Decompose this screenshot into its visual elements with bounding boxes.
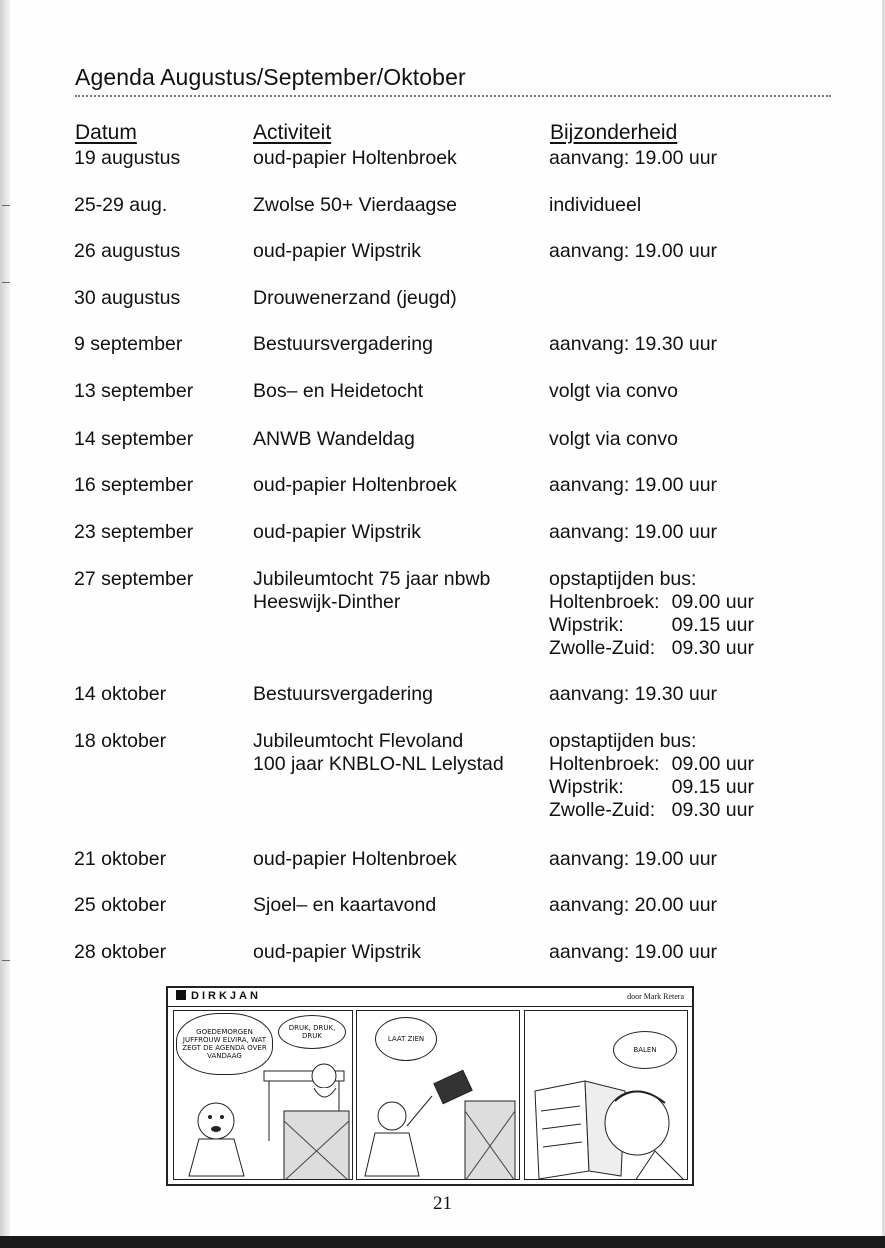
column-header-detail: Bijzonderheid xyxy=(550,121,678,144)
comic-title: DIRKJAN xyxy=(176,990,261,1002)
page-bottom-edge xyxy=(0,1236,885,1248)
page-binding-edge xyxy=(0,0,10,1248)
agenda-activity-line: oud-papier Wipstrik xyxy=(253,521,421,543)
agenda-activity xyxy=(253,894,436,917)
agenda-activity-line: Jubileumtocht 75 jaar nbwb xyxy=(253,568,491,590)
agenda-activity xyxy=(253,240,421,263)
bus-stop-time: 09.15 uur xyxy=(671,614,754,636)
agenda-date: 28 oktober xyxy=(74,941,167,963)
agenda-activity-line: Bestuursvergadering xyxy=(253,333,433,355)
agenda-activity-line: Sjoel– en kaartavond xyxy=(253,894,437,916)
agenda-activity-line: oud-papier Holtenbroek xyxy=(253,848,457,870)
comic-panel-1 xyxy=(173,1010,353,1180)
agenda-activity xyxy=(253,521,421,544)
bus-stop-line xyxy=(549,591,754,614)
bus-stop-line xyxy=(549,614,754,637)
bus-stop-name: Wipstrik: xyxy=(549,614,624,636)
column-header-date: Datum xyxy=(75,121,137,144)
agenda-activity-line: Bestuursvergadering xyxy=(253,683,433,705)
agenda-detail-line: volgt via convo xyxy=(549,380,678,402)
agenda-detail-line: aanvang: 19.00 uur xyxy=(549,474,718,496)
agenda-activity-line: ANWB Wandeldag xyxy=(253,428,415,450)
agenda-date: 25-29 aug. xyxy=(74,194,168,216)
agenda-detail-line: aanvang: 19.00 uur xyxy=(549,848,718,870)
agenda-activity xyxy=(253,333,433,356)
bus-stop-time: 09.00 uur xyxy=(671,591,754,613)
bus-stop-name: Wipstrik: xyxy=(549,776,624,798)
agenda-activity-line: Zwolse 50+ Vierdaagse xyxy=(253,194,457,216)
agenda-detail-line: aanvang: 19.00 uur xyxy=(549,521,718,543)
agenda-detail xyxy=(549,474,717,497)
agenda-detail xyxy=(549,848,717,871)
agenda-detail-line: opstaptijden bus: xyxy=(549,568,697,590)
bus-stop-time: 09.15 uur xyxy=(671,776,754,798)
agenda-date: 13 september xyxy=(74,380,194,402)
agenda-date: 19 augustus xyxy=(74,147,181,169)
agenda-activity xyxy=(253,287,457,310)
bus-stop-time: 09.30 uur xyxy=(671,637,754,659)
agenda-detail xyxy=(549,730,754,822)
agenda-activity-line: oud-papier Holtenbroek xyxy=(253,147,457,169)
title-divider xyxy=(75,95,831,97)
agenda-activity xyxy=(253,941,421,964)
agenda-detail-line: aanvang: 19.30 uur xyxy=(549,333,718,355)
agenda-activity-line: 100 jaar KNBLO-NL Lelystad xyxy=(253,753,504,775)
column-header-activity: Activiteit xyxy=(253,121,332,144)
page-title: Agenda Augustus/September/Oktober xyxy=(75,64,466,90)
bus-stop-time: 09.00 uur xyxy=(671,753,754,775)
agenda-detail xyxy=(549,428,678,451)
agenda-activity-line: oud-papier Wipstrik xyxy=(253,941,421,963)
agenda-date: 18 oktober xyxy=(74,730,167,752)
comic-speech-bubble: DRUK, DRUK, DRUK xyxy=(278,1015,346,1049)
agenda-detail-line: aanvang: 19.00 uur xyxy=(549,941,718,963)
agenda-activity xyxy=(253,428,415,451)
bus-stop-time: 09.30 uur xyxy=(671,799,754,821)
agenda-detail-line: aanvang: 19.30 uur xyxy=(549,683,718,705)
agenda-activity xyxy=(253,848,457,871)
agenda-activity-line: oud-papier Holtenbroek xyxy=(253,474,457,496)
agenda-activity xyxy=(253,683,433,706)
bus-stop-line xyxy=(549,637,754,660)
comic-speech-bubble: GOEDEMORGEN JUFFROUW ELVIRA, WAT ZEGT DE AGENDA OVER VANDAAG xyxy=(176,1013,273,1075)
agenda-date: 26 augustus xyxy=(74,240,181,262)
agenda-detail-line: aanvang: 20.00 uur xyxy=(549,894,718,916)
agenda-detail xyxy=(549,941,717,964)
staple-mark xyxy=(2,282,10,287)
agenda-activity xyxy=(253,568,490,614)
bus-stop-line xyxy=(549,776,754,799)
agenda-date: 30 augustus xyxy=(74,287,181,309)
agenda-activity xyxy=(253,194,457,217)
agenda-detail xyxy=(549,894,717,917)
comic-speech-bubble: LAAT ZIEN xyxy=(375,1017,437,1061)
agenda-detail xyxy=(549,380,678,403)
comic-header xyxy=(168,988,692,1007)
bus-stop-name: Zwolle-Zuid: xyxy=(549,799,656,821)
bus-stop-name: Holtenbroek: xyxy=(549,753,660,775)
agenda-activity xyxy=(253,730,504,776)
agenda-activity xyxy=(253,147,457,170)
agenda-date: 14 oktober xyxy=(74,683,167,705)
agenda-activity-line: Jubileumtocht Flevoland xyxy=(253,730,464,752)
agenda-detail-line: individueel xyxy=(549,194,642,216)
agenda-activity xyxy=(253,474,457,497)
agenda-activity-line: oud-papier Wipstrik xyxy=(253,240,421,262)
staple-mark xyxy=(2,205,10,210)
agenda-detail xyxy=(549,147,717,170)
agenda-date: 16 september xyxy=(74,474,194,496)
staple-mark xyxy=(2,960,10,965)
comic-strip xyxy=(166,986,694,1186)
agenda-date: 25 oktober xyxy=(74,894,167,916)
bus-stop-line xyxy=(549,753,754,776)
agenda-detail xyxy=(549,521,717,544)
agenda-detail xyxy=(549,568,754,660)
agenda-date: 23 september xyxy=(74,521,194,543)
agenda-date: 14 september xyxy=(74,428,194,450)
agenda-detail-line: opstaptijden bus: xyxy=(549,730,697,752)
agenda-detail-line: volgt via convo xyxy=(549,428,678,450)
agenda-activity xyxy=(253,380,423,403)
agenda-detail xyxy=(549,683,717,706)
comic-credit: door Mark Retera xyxy=(627,992,684,1001)
page-number: 21 xyxy=(433,1193,452,1214)
comic-speech-bubble: BALEN xyxy=(613,1031,677,1069)
bus-stop-name: Holtenbroek: xyxy=(549,591,660,613)
agenda-activity-line: Heeswijk-Dinther xyxy=(253,591,401,613)
comic-panel-3 xyxy=(524,1010,688,1180)
agenda-date: 27 september xyxy=(74,568,194,590)
agenda-detail-line: aanvang: 19.00 uur xyxy=(549,147,718,169)
bus-stop-line xyxy=(549,799,754,822)
bus-stop-name: Zwolle-Zuid: xyxy=(549,637,656,659)
agenda-activity-line: Bos– en Heidetocht xyxy=(253,380,424,402)
comic-panel-2 xyxy=(356,1010,520,1180)
agenda-activity-line: Drouwenerzand (jeugd) xyxy=(253,287,457,309)
agenda-date: 21 oktober xyxy=(74,848,167,870)
agenda-detail xyxy=(549,194,641,217)
agenda-detail xyxy=(549,240,717,263)
agenda-detail-line: aanvang: 19.00 uur xyxy=(549,240,718,262)
agenda-date: 9 september xyxy=(74,333,183,355)
agenda-detail xyxy=(549,333,717,356)
